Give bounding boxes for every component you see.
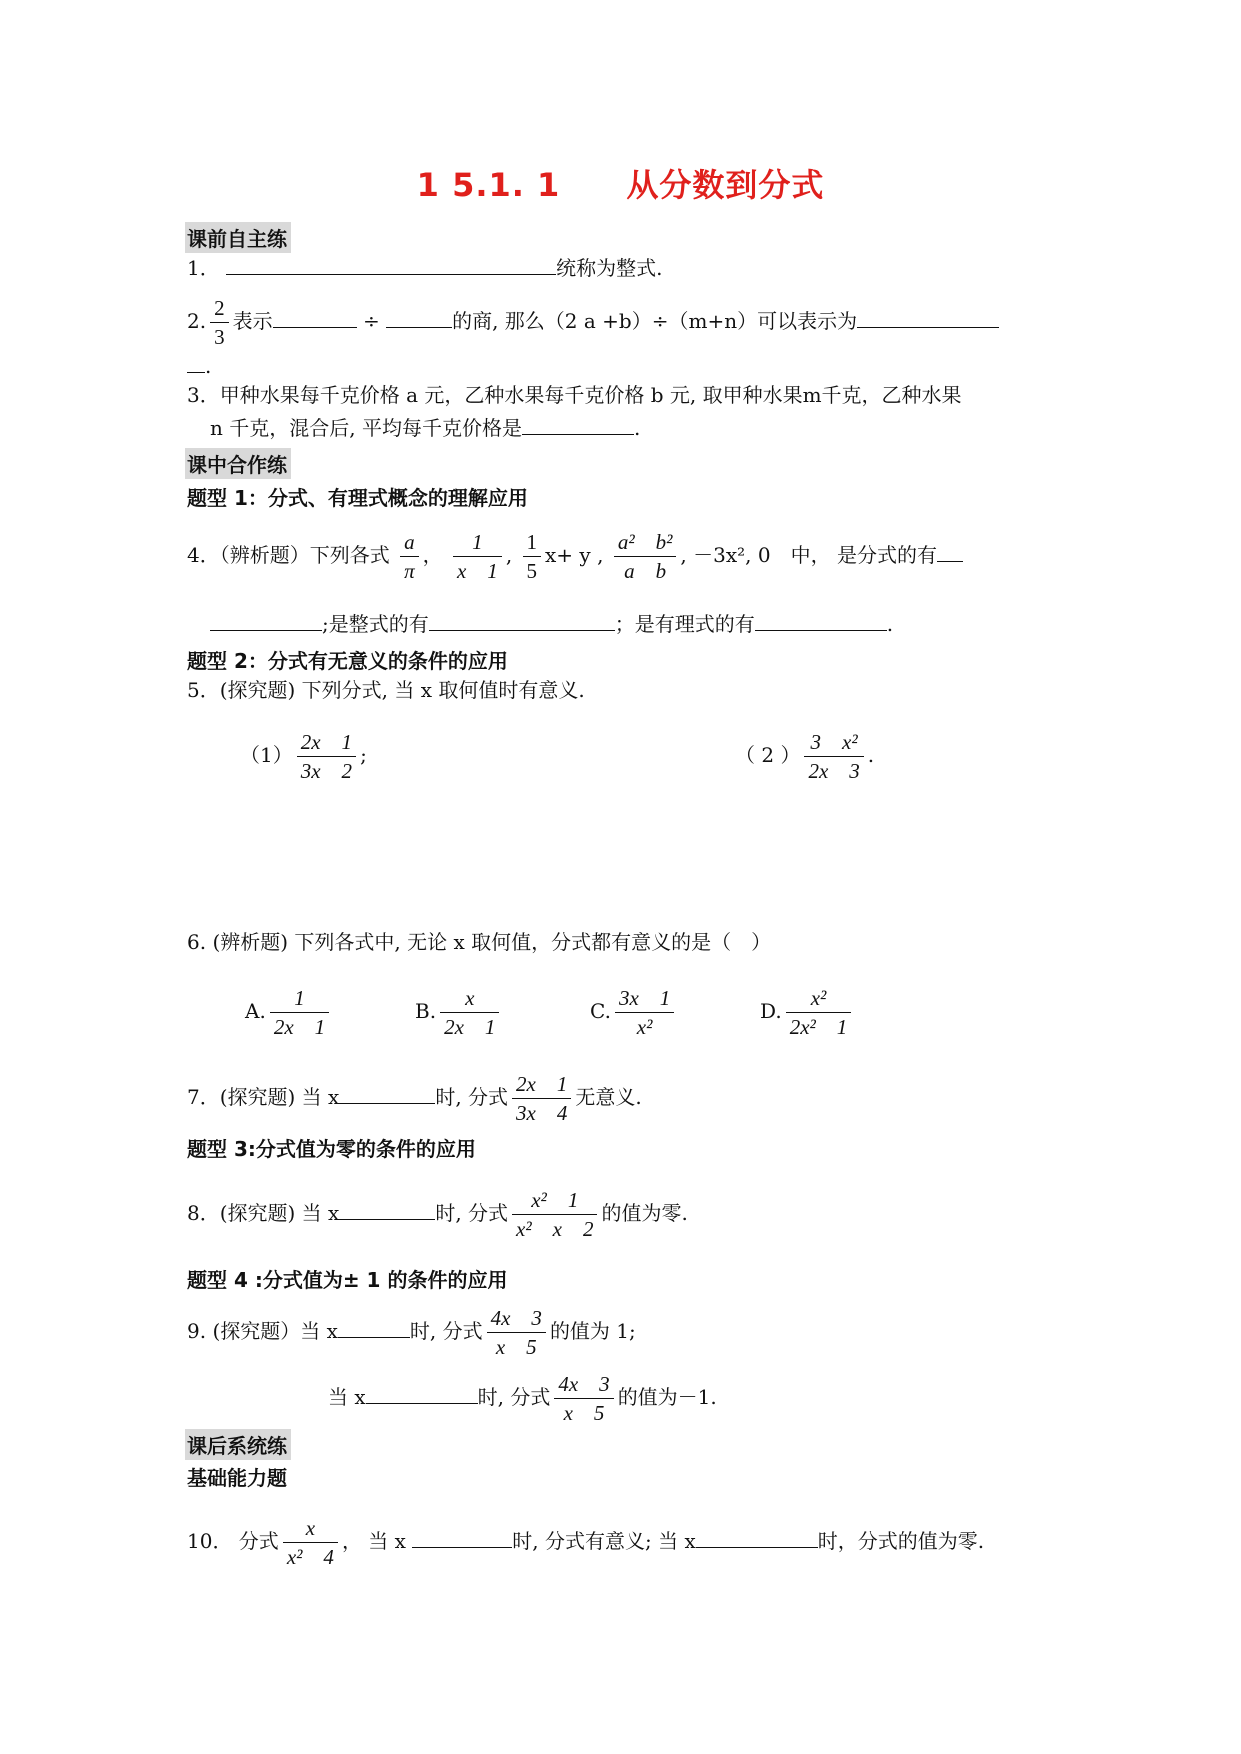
fraction: $\frac{\text{x² 1}}{\text{x² x 2}}$ (512, 1186, 597, 1243)
section-in-class: 课中合作练 (185, 448, 291, 479)
question-8: 8．(探究题) 当 x 时, 分式 $\frac{\text{x² 1}}{\text{x² x 2}}$ 的值为零. (187, 1188, 688, 1241)
answer-blank[interactable] (522, 414, 634, 435)
answer-blank[interactable] (696, 1527, 818, 1548)
question-9-cont: 当 x 时, 分式 $\frac{4x 3}{x 5}$ 的值为－1. (328, 1372, 717, 1425)
fraction: $\frac{4x 3}{x 5}$ (554, 1370, 613, 1427)
question-2: 2. $\frac{2}{3}$ 表示 ÷ 的商, 那么（2 a +b）÷（m+n）可以表示为 (187, 294, 999, 351)
type-1-heading: 题型 1：分式、有理式概念的理解应用 (187, 486, 528, 510)
option-b[interactable]: B. $\frac{x}{2x 1}$ (415, 984, 503, 1041)
fraction: $\frac{2x 1}{3x 4}$ (512, 1070, 571, 1127)
question-10: 10． 分式 $\frac{x}{\text{x² 4}}$ ， 当 x 时, 分式有意义; 当 x 时，分式的值为零. (187, 1516, 985, 1569)
question-4: 4．（辨析题）下列各式 $\frac{a}{\pi}$ ， $\frac{1}{x 1}$ , $\frac{1}{5}$ x+ y , $\frac{\text{a² b²}}{\text{a b}}$ , －3x², 0 中， 是分式的有 (187, 528, 963, 585)
fraction: $\frac{\text{3 x²}}{2x 3}$ (804, 728, 863, 785)
answer-blank[interactable] (857, 307, 999, 328)
question-9: 9. (探究题）当 x 时, 分式 $\frac{4x 3}{x 5}$ 的值为 1; (187, 1306, 636, 1359)
question-1: 1． 统称为整式. (187, 256, 663, 280)
answer-blank[interactable] (339, 1199, 435, 1220)
option-d[interactable]: D. $\frac{\text{x²}}{\text{2x² 1}}$ (760, 984, 855, 1041)
section-pre-class: 课前自主练 (185, 222, 291, 253)
question-3: 3．甲种水果每千克价格 a 元，乙种水果每千克价格 b 元, 取甲种水果m千克，乙种水果 (187, 383, 962, 407)
fraction: $\frac{2x 1}{3x 2}$ (297, 728, 356, 785)
question-4-cont: ;是整式的有 ；是有理式的有 . (210, 610, 893, 638)
basic-heading: 基础能力题 (187, 1466, 287, 1490)
fraction: $\frac{x}{2x 1}$ (440, 984, 499, 1041)
fraction: $\frac{3x 1}{\text{x²}}$ (615, 984, 674, 1041)
section-after-class: 课后系统练 (185, 1429, 291, 1460)
question-6: 6. (辨析题) 下列各式中, 无论 x 取何值，分式都有意义的是（ ） (187, 930, 772, 954)
question-5-a: （1） $\frac{2x 1}{3x 2}$ ; (240, 730, 367, 783)
answer-blank[interactable] (412, 1527, 512, 1548)
type-4-heading: 题型 4 :分式值为± 1 的条件的应用 (187, 1268, 508, 1292)
answer-blank[interactable] (338, 1317, 410, 1338)
answer-blank[interactable] (755, 610, 887, 631)
fraction: $\frac{\text{a² b²}}{\text{a b}}$ (614, 528, 677, 585)
option-a[interactable]: A. $\frac{1}{2x 1}$ (245, 984, 333, 1041)
fraction: $\frac{a}{\pi}$ (400, 528, 419, 585)
answer-blank[interactable] (386, 307, 452, 328)
type-3-heading: 题型 3:分式值为零的条件的应用 (187, 1137, 476, 1161)
answer-blank[interactable] (937, 541, 963, 562)
question-3-cont: n 千克，混合后, 平均每千克价格是 . (210, 416, 641, 440)
answer-blank[interactable] (429, 610, 615, 631)
answer-blank[interactable] (210, 610, 322, 631)
type-2-heading: 题型 2：分式有无意义的条件的应用 (187, 649, 508, 673)
fraction: $\frac{1}{x 1}$ (453, 528, 502, 585)
fraction: $\frac{4x 3}{x 5}$ (487, 1304, 546, 1361)
fraction: $\frac{2}{3}$ (210, 294, 229, 351)
answer-blank[interactable] (226, 254, 556, 275)
question-7: 7．(探究题) 当 x 时, 分式 $\frac{2x 1}{3x 4}$ 无意义. (187, 1072, 642, 1125)
question-5: 5．(探究题) 下列分式, 当 x 取何值时有意义. (187, 678, 585, 702)
question-2-cont: . (187, 352, 211, 380)
answer-blank[interactable] (366, 1383, 478, 1404)
answer-blank[interactable] (339, 1083, 435, 1104)
question-5-b: （ 2 ） $\frac{\text{3 x²}}{2x 3}$ . (735, 730, 875, 783)
fraction: $\frac{x}{\text{x² 4}}$ (283, 1514, 338, 1571)
page-title: 1 5.1. 1 从分数到分式 (416, 166, 825, 204)
fraction: $\frac{1}{5}$ (523, 528, 542, 585)
option-c[interactable]: C. $\frac{3x 1}{\text{x²}}$ (590, 984, 678, 1041)
fraction: $\frac{\text{x²}}{\text{2x² 1}}$ (786, 984, 852, 1041)
fraction: $\frac{1}{2x 1}$ (270, 984, 329, 1041)
answer-blank[interactable] (273, 307, 357, 328)
answer-blank[interactable] (187, 352, 205, 373)
